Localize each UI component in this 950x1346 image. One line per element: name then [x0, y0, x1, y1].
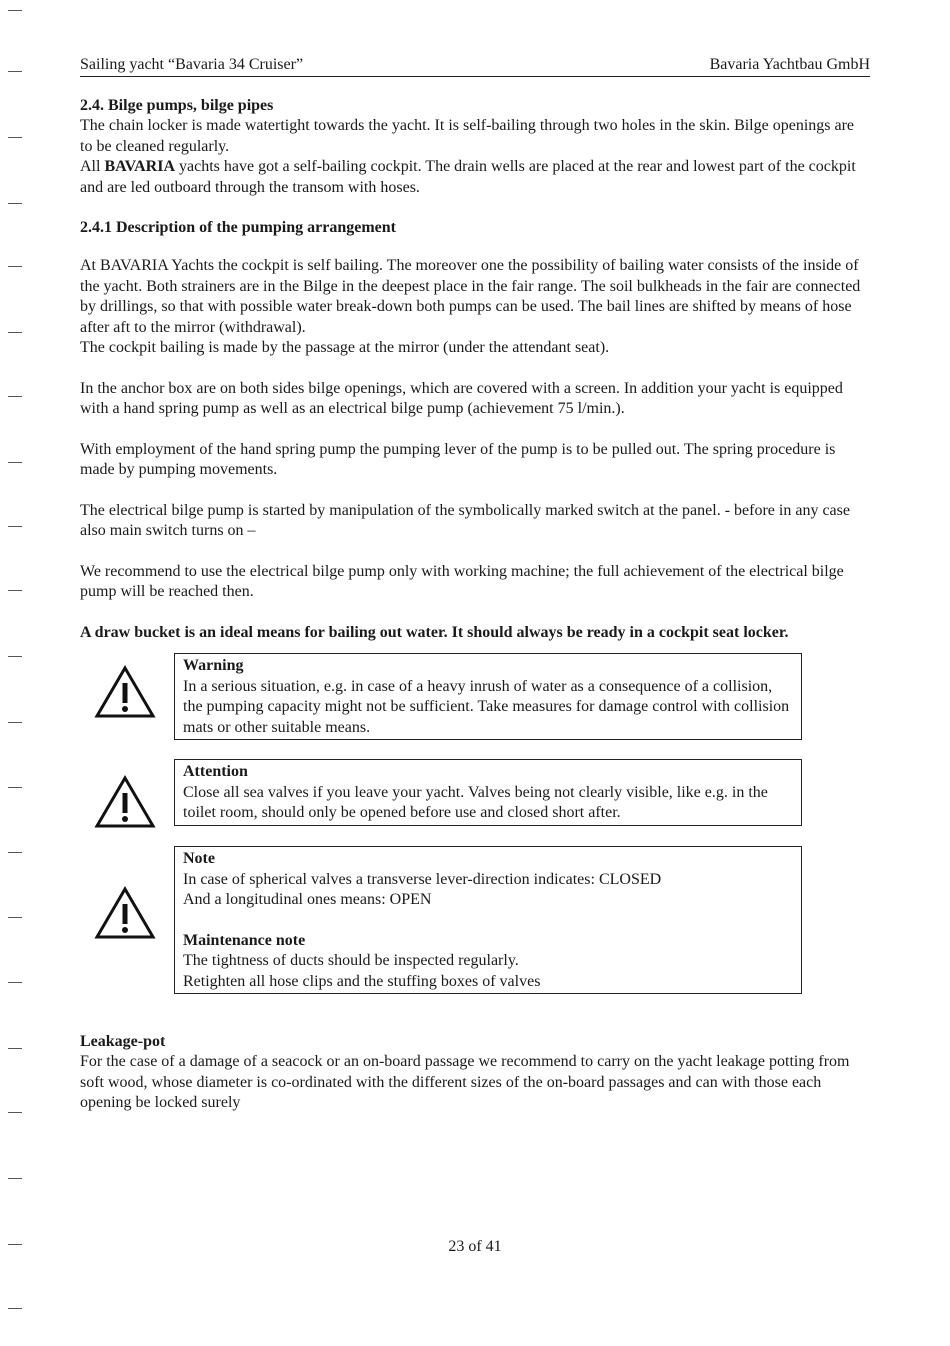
maintenance-line: Retighten all hose clips and the stuffing boxes of valves [183, 972, 541, 990]
paragraph: The cockpit bailing is made by the passage at the mirror (under the attendant seat). [80, 339, 610, 356]
paragraph: In the anchor box are on both sides bilge openings, which are covered with a screen. In addition your yacht is equipped with a hand spring pump as well as an electrical bilge pump (achievement 75 l/min.). [80, 379, 843, 417]
paragraph: The chain locker is made watertight towards the yacht. It is self-bailing through two holes in the skin. Bilge openings are to be cleaned regularly. [80, 117, 855, 155]
page-content [80, 96, 870, 1114]
paragraph: With employment of the hand spring pump the pumping lever of the pump is to be pulled out. The spring procedure is made by pumping movements. [80, 440, 836, 478]
warning-text: In a serious situation, e.g. in case of a heavy inrush of water as a consequence of a collision, the pumping capacity might not be sufficient. Take measures for damage control with collision mats or other suitable means. [183, 677, 790, 736]
paragraph: For the case of a damage of a seacock or an on-board passage we recommend to carry on the yacht leakage potting from soft wood, whose diameter is co-ordinated with the different sizes of the on-board passages and can with those each opening be locked surely [80, 1053, 850, 1111]
maintenance-line: The tightness of ducts should be inspected regularly. [183, 952, 519, 969]
margin-marks [8, 0, 28, 1346]
warning-triangle-icon [94, 775, 156, 829]
warning-block [80, 653, 870, 737]
attention-text: Close all sea valves if you leave your yacht. Valves being not clearly visible, like e.g. in the toilet room, should only be opened before use and closed short after. [183, 783, 768, 821]
warning-title: Warning [183, 657, 244, 674]
page-number: 23 of 41 [448, 1238, 502, 1255]
section-heading-2-4-1: 2.4.1 Description of the pumping arrangement [80, 219, 396, 236]
attention-block [80, 759, 870, 824]
paragraph: We recommend to use the electrical bilge pump only with working machine; the full achievement of the electrical bilge pump will be reached then. [80, 562, 844, 600]
header-company: Bavaria Yachtbau GmbH [709, 56, 870, 73]
note-box [174, 846, 802, 994]
note-block [80, 846, 870, 994]
warning-triangle-icon [94, 665, 156, 719]
attention-title: Attention [183, 763, 248, 780]
header-title: Sailing yacht “Bavaria 34 Cruiser” [80, 56, 304, 73]
warning-triangle-icon [94, 886, 156, 940]
warning-box [174, 653, 802, 740]
brand-name: BAVARIA [104, 158, 175, 175]
page-header [80, 54, 870, 77]
leakage-pot-heading: Leakage-pot [80, 1033, 166, 1050]
note-title: Note [183, 850, 215, 867]
maintenance-title: Maintenance note [183, 931, 306, 949]
paragraph: At BAVARIA Yachts the cockpit is self bailing. The moreover one the possibility of bailing water consists of the inside of the yacht. Both strainers are in the Bilge in the deepest place in the fair range. The soil bulkheads in the fair are connected by drillings, so that with possible water break-down both pumps can be used. The bail lines are shifted by means of hose after aft to the mirror (withdrawal). [80, 257, 861, 336]
bold-note: A draw bucket is an ideal means for bailing out water. It should always be ready in a cockpit seat locker. [80, 623, 789, 641]
section-heading-2-4: 2.4. Bilge pumps, bilge pipes [80, 97, 274, 114]
paragraph: The electrical bilge pump is started by manipulation of the symbolically marked switch at the panel. - before in any case also main switch turns on – [80, 501, 850, 539]
paragraph: All BAVARIA yachts have got a self-bailing cockpit. The drain wells are placed at the rear and lowest part of the cockpit and are led outboard through the transom with hoses. [80, 158, 856, 196]
attention-box [174, 759, 802, 826]
note-line: And a longitudinal ones means: OPEN [183, 891, 432, 908]
note-line: In case of spherical valves a transverse lever-direction indicates: CLOSED [183, 870, 662, 888]
